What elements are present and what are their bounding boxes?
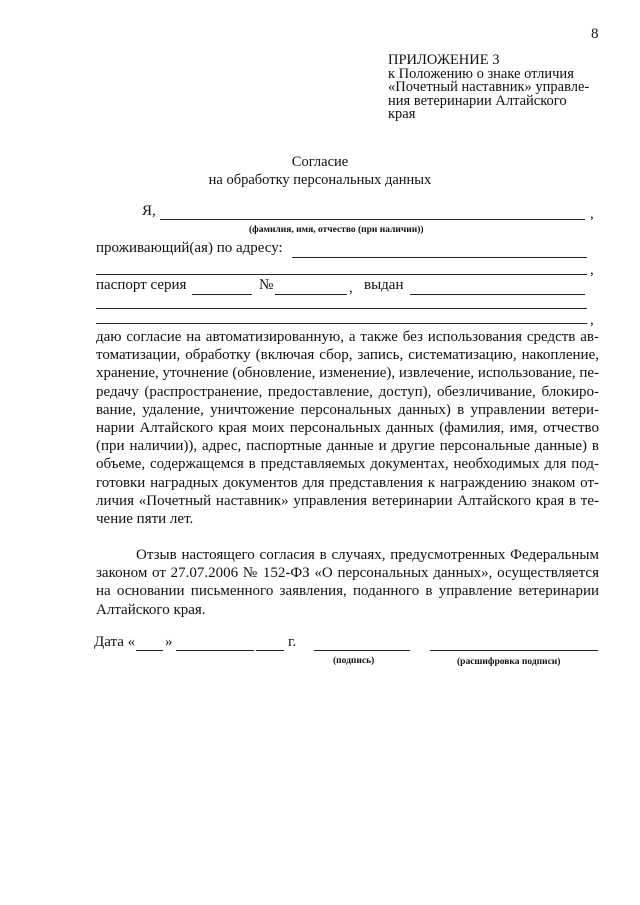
decode-hint: (расшифровка подписи) <box>457 657 561 667</box>
paragraph-line: томатизации, обработку (включая сбор, запись, систематизацию, накопление, <box>96 347 599 364</box>
paragraph-line: законом от 27.07.2006 № 152-ФЗ «О персональных данных», осуществляется <box>96 565 599 582</box>
paragraph-line: нарии Алтайского края моих персональных данных (фамилия, имя, отчество <box>96 419 599 436</box>
issued-field-continued[interactable] <box>96 323 587 324</box>
page-number: 8 <box>591 26 599 42</box>
passport-number-field[interactable] <box>275 294 347 295</box>
passport-series-field[interactable] <box>192 294 252 295</box>
fio-hint: (фамилия, имя, отчество (при наличии)) <box>249 225 424 235</box>
date-month-field[interactable] <box>176 650 254 651</box>
date-year-field[interactable] <box>256 650 284 651</box>
appendix-line: «Почетный наставник» управле- <box>388 79 590 95</box>
paragraph-line: объеме, содержащемся в представляемых документах, необходимых для под- <box>96 456 599 473</box>
paragraph-line: готовки наградных документов для представления к награждению знаком от- <box>96 474 599 491</box>
paragraph-line: даю согласие на автоматизированную, а также без использования средств ав- <box>96 329 599 345</box>
date-day-field[interactable] <box>136 650 163 651</box>
paragraph-line: личия «Почетный наставник» управления ветеринарии Алтайского края в те- <box>96 492 599 509</box>
i-label: Я, <box>142 203 156 219</box>
withdrawal-paragraph <box>96 546 599 619</box>
appendix-line: края <box>388 106 416 122</box>
fio-field[interactable] <box>160 219 585 220</box>
date-label: Дата « <box>94 634 136 650</box>
paragraph-line: хранение, уточнение (обновление, изменение), извлечение, использование, пе- <box>96 365 599 382</box>
issued-comma: , <box>590 312 594 328</box>
signature-hint: (подпись) <box>333 656 375 666</box>
appendix-line: ния ветеринарии Алтайского <box>388 92 567 109</box>
fio-comma: , <box>590 206 594 222</box>
paragraph-line: вание, удаление, уничтожение персональных данных) в управлении ветери- <box>96 401 599 418</box>
issued-label: выдан <box>364 277 404 293</box>
paragraph-line: Отзыв настоящего согласия в случаях, предусмотренных Федеральным <box>136 547 599 563</box>
passport-number-label: № <box>259 277 274 293</box>
issued-field-continued[interactable] <box>96 308 587 309</box>
date-close-quote: » <box>165 634 173 650</box>
address-label: проживающий(ая) по адресу: <box>96 240 283 256</box>
paragraph-line: (при наличии)), адрес, паспортные данные и другие персональные данные) в <box>96 438 599 455</box>
document-subtitle: на обработку персональных данных <box>208 172 432 188</box>
paragraph-line: редачу (распространение, предоставление, доступ), обезличивание, блокиро- <box>96 383 599 400</box>
signature-decode-field[interactable] <box>430 650 598 651</box>
passport-comma: , <box>349 280 353 296</box>
appendix-title: ПРИЛОЖЕНИЕ 3 <box>388 52 500 68</box>
paragraph-line: на основании письменного заявления, поданного в управление ветеринарии <box>96 583 599 600</box>
passport-label: паспорт серия <box>96 277 187 293</box>
signature-field[interactable] <box>314 650 410 651</box>
year-suffix: г. <box>288 634 297 650</box>
issued-field[interactable] <box>410 294 585 295</box>
address-field[interactable] <box>292 257 587 258</box>
document-title: Согласие <box>291 154 349 170</box>
appendix-line: к Положению о знаке отличия <box>388 65 574 82</box>
appendix-header <box>388 54 589 122</box>
address-comma: , <box>590 262 594 278</box>
consent-paragraph <box>96 328 599 528</box>
paragraph-line: чение пяти лет. <box>96 510 194 527</box>
address-field-continued[interactable] <box>96 274 587 275</box>
paragraph-line: Алтайского края. <box>96 601 206 618</box>
